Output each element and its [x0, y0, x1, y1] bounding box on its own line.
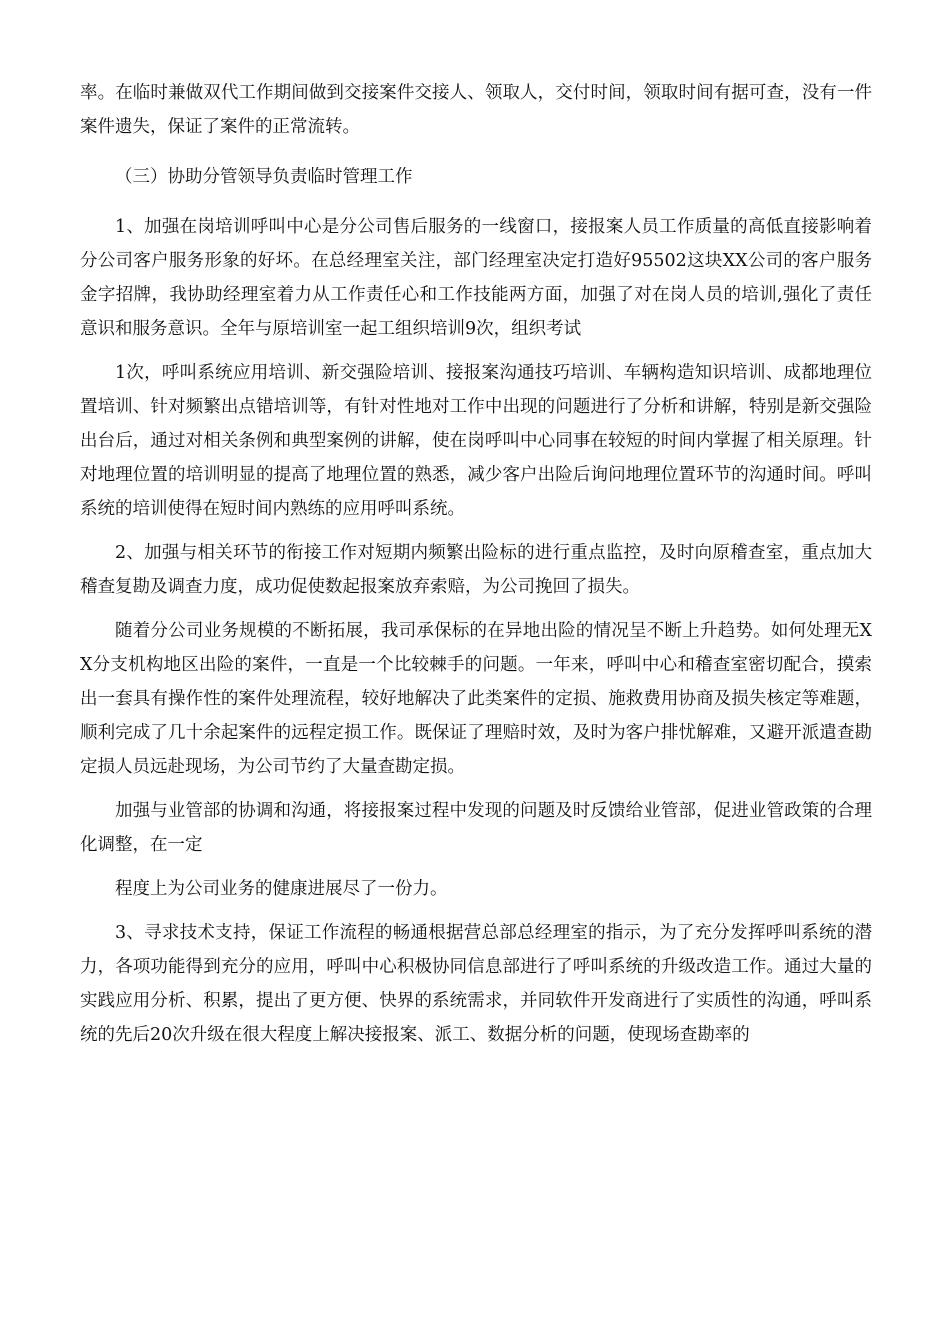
paragraph-business-dept-continued: 程度上为公司业务的健康进展尽了一份力。 [115, 879, 448, 899]
document-page [80, 76, 872, 1052]
paragraph-training: 1、加强在岗培训呼叫中心是分公司售后服务的一线窗口，接报案人员工作质量的高低直接影响着分公司客户服务形象的好坏。在总经理室关注，部门经理室决定打造好95502这块XX公司的客户服务金字招牌，我协助经理室着力从工作责任心和工作技能两方面，加强了对在岗人员的培训,强化了责任意识和服务意识。全年与原培训室一起工组织培训9次，组织考试 [80, 217, 872, 339]
paragraph-coordination: 2、加强与相关环节的衔接工作对短期内频繁出险标的进行重点监控，及时向原稽查室，重点加大稽查复勘及调查力度，成功促使数起报案放弃索赔，为公司挽回了损失。 [80, 543, 872, 597]
paragraph-remote-claims: 随着分公司业务规模的不断拓展，我司承保标的在异地出险的情况呈不断上升趋势。如何处理无XX分支机构地区出险的案件，一直是一个比较棘手的问题。一年来，呼叫中心和稽查室密切配合，摸索出一套具有操作性的案件处理流程，较好地解决了此类案件的定损、施救费用协商及损失核定等难题，顺利完成了几十余起案件的远程定损工作。既保证了理赔时效，及时为客户排忧解难，又避开派遣查勘定损人员远赴现场，为公司节约了大量查勘定损。 [80, 621, 872, 777]
section-heading: （三）协助分管领导负责临时管理工作 [115, 167, 413, 187]
paragraph-continuation: 率。在临时兼做双代工作期间做到交接案件交接人、领取人，交付时间，领取时间有据可查，没有一件案件遗失，保证了案件的正常流转。 [80, 83, 872, 137]
paragraph-tech-support: 3、寻求技术支持，保证工作流程的畅通根据营总部总经理室的指示，为了充分发挥呼叫系统的潜力，各项功能得到充分的应用，呼叫中心积极协同信息部进行了呼叫系统的升级改造工作。通过大量的实践应用分析、积累，提出了更方便、快界的系统需求，并同软件开发商进行了实质性的沟通，呼叫系统的先后20次升级在很大程度上解决接报案、派工、数据分析的问题，使现场查勘率的 [80, 923, 872, 1045]
paragraph-training-continued: 1次，呼叫系统应用培训、新交强险培训、接报案沟通技巧培训、车辆构造知识培训、成都地理位置培训、针对频繁出点错培训等，有针对性地对工作中出现的问题进行了分析和讲解，特别是新交强险出台后，通过对相关条例和典型案例的讲解，使在岗呼叫中心同事在较短的时间内掌握了相关原理。针对地理位置的培训明显的提高了地理位置的熟悉，减少客户出险后询问地理位置环节的沟通时间。呼叫系统的培训使得在短时间内熟练的应用呼叫系统。 [80, 363, 872, 519]
paragraph-business-dept: 加强与业管部的协调和沟通，将接报案过程中发现的问题及时反馈给业管部，促进业管政策的合理化调整，在一定 [80, 801, 872, 855]
